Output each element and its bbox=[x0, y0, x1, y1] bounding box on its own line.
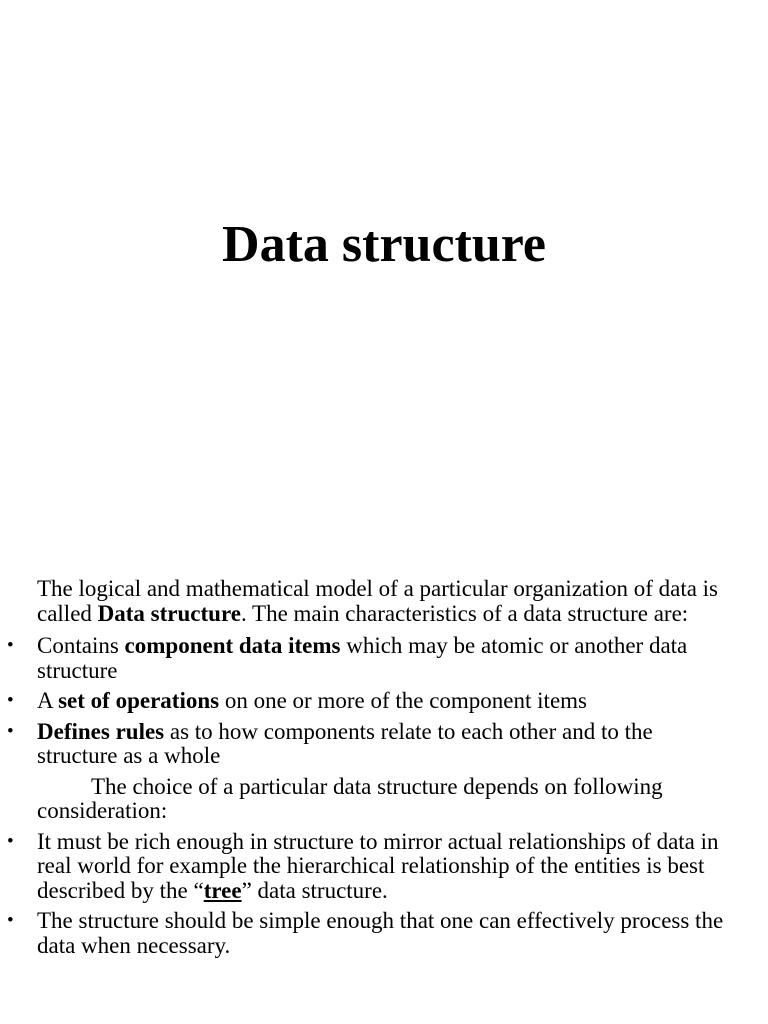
bullet-text-5: The structure should be simple enough that one can effectively process the data when necessary. bbox=[37, 908, 724, 958]
bullet-text-4b: ” data structure. bbox=[241, 877, 388, 903]
bullet-bold-2: set of operations bbox=[58, 688, 220, 713]
bullet-marker: • bbox=[7, 720, 14, 742]
bullet-text-2: A bbox=[37, 688, 59, 713]
bullet-marker: • bbox=[7, 910, 14, 931]
bullet-item-simple-structure bbox=[0, 909, 768, 958]
bullet-text-1: Contains bbox=[37, 633, 125, 658]
intro-bold-term: Data structure bbox=[97, 600, 241, 626]
bullet-item-rich-structure bbox=[0, 830, 768, 904]
bullet-bold-1: component data items bbox=[124, 633, 341, 658]
slide-title: Data structure bbox=[222, 216, 546, 273]
bullet-text-3b: as to how components relate to each other and to the structure as a whole bbox=[37, 718, 653, 768]
bullet-bold-3: Defines rules bbox=[37, 718, 165, 744]
bullet-text-4: It must be rich enough in structure to mirror actual relationships of data in real world for example the hierarchical relationship of the entities is best described by the “ bbox=[37, 828, 719, 903]
intro-text-2: . The main characteristics of a data structure are: bbox=[240, 600, 689, 626]
intro-paragraph bbox=[0, 577, 768, 626]
choice-paragraph: The choice of a particular data structure depends on following consideration: bbox=[37, 773, 663, 823]
bullet-marker: • bbox=[7, 635, 14, 656]
bullet-marker: • bbox=[7, 690, 14, 711]
slide-body bbox=[0, 577, 768, 958]
bullet-text-1b: which may be atomic or another data structure bbox=[37, 633, 688, 683]
bullet-item-components bbox=[0, 634, 768, 683]
bullet-text-2b: on one or more of the component items bbox=[219, 688, 587, 713]
bullet-marker: • bbox=[7, 830, 14, 852]
bullet-item-rules bbox=[0, 720, 768, 769]
bullet-bold-4: tree bbox=[203, 877, 242, 903]
intro-text-1: The logical and mathematical model of a particular organization of data is called bbox=[37, 576, 719, 626]
bullet-item-operations bbox=[0, 689, 768, 714]
